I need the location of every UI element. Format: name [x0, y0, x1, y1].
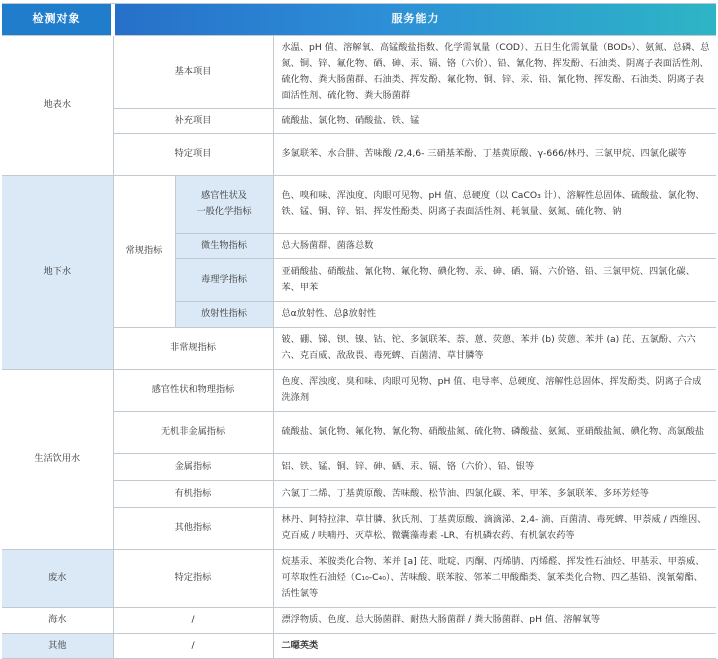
ability-cell: 铍、硼、锑、钡、镍、钴、铊、多氯联苯、萘、蒽、荧蒽、苯并 (b) 荧蒽、苯并 (a) 芘、五氯酚、六六六、克百威、敌敌畏、毒死蜱、百菌清、草甘膦等 — [273, 327, 716, 369]
category-line-1: 感官性状及 — [201, 190, 247, 201]
category-cell: / — [113, 607, 273, 633]
service-table-container — [2, 3, 716, 651]
header-service-ability: 服务能力 — [113, 4, 716, 35]
ability-cell: 硫酸盐、氯化物、氟化物、氰化物、硝酸盐氮、硫化物、磷酸盐、氨氮、亚硝酸盐氮、碘化物、高氯酸盐 — [273, 411, 716, 453]
ability-cell: 亚硝酸盐、硝酸盐、氰化物、氟化物、碘化物、汞、砷、硒、镉、六价铬、铅、三氯甲烷、四氯化碳、苯、甲苯 — [273, 258, 716, 301]
object-wastewater: 废水 — [2, 549, 113, 607]
table-row — [2, 549, 716, 607]
ability-cell: 六氯丁二烯、丁基黄原酸、苦味酸、松节油、四氯化碳、苯、甲苯、多氯联苯、多环芳烃等 — [273, 480, 716, 507]
category-cell: 非常规指标 — [113, 327, 273, 369]
header-detection-object: 检测对象 — [2, 4, 113, 35]
ability-cell: 水温、pH 值、溶解氧、高锰酸盐指数、化学需氧量（COD）、五日生化需氧量（BOD₅）、氨氮、总磷、总氮、铜、锌、氟化物、硒、砷、汞、镉、铬（六价）、铅、氰化物、挥发酚、石油类、阴离子表面活性剂、硫化物、粪大肠菌群、石油类、挥发酚、氟化物、铜、锌、汞、铅、氰化物、挥发酚、石油类、阴离子表面活性剂、硫化物、粪大肠菌群 — [273, 35, 716, 108]
category-cell: 其他指标 — [113, 507, 273, 549]
category-routine: 常规指标 — [113, 175, 175, 327]
ability-cell: 林丹、阿特拉津、草甘膦、狄氏剂、丁基黄原酸、滴滴涕、2,4- 滴、百菌清、毒死蜱、甲萘威 / 西维因、克百威 / 呋喃丹、灭草松、微囊藻毒素 -LR、有机磷农药、有机氯农药等 — [273, 507, 716, 549]
ability-cell: 硫酸盐、氯化物、硝酸盐、铁、锰 — [273, 108, 716, 133]
category-cell: 感官性状和物理指标 — [113, 369, 273, 411]
table-row — [2, 369, 716, 411]
object-drinking-water: 生活饮用水 — [2, 369, 113, 549]
category-cell — [175, 175, 273, 233]
category-cell: 补充项目 — [113, 108, 273, 133]
ability-cell: 二噁英类 — [273, 633, 716, 658]
ability-cell: 铝、铁、锰、铜、锌、砷、硒、汞、镉、铬（六价）、铅、银等 — [273, 453, 716, 480]
object-groundwater: 地下水 — [2, 175, 113, 369]
category-cell: / — [113, 633, 273, 658]
category-cell: 有机指标 — [113, 480, 273, 507]
category-cell: 无机非金属指标 — [113, 411, 273, 453]
category-cell: 放射性指标 — [175, 301, 273, 327]
category-line-2: 一般化学指标 — [196, 206, 252, 217]
ability-cell: 烷基汞、苯胺类化合物、苯并 [a] 芘、吡啶、丙酮、丙烯腈、丙烯醛、挥发性石油烃、甲基汞、甲萘威、可萃取性石油烃（C₁₀-C₄₀）、苦味酸、联苯胺、邻苯二甲酸酯类、氯苯类化合物、四乙基铅、溴氰菊酯、活性氯等 — [273, 549, 716, 607]
ability-cell: 多氯联苯、水合肼、苦味酸 /2,4,6- 三硝基苯酚、丁基黄原酸、γ-666/林丹、三氯甲烷、四氯化碳等 — [273, 133, 716, 175]
category-cell: 毒理学指标 — [175, 258, 273, 301]
object-other: 其他 — [2, 633, 113, 658]
service-capability-table — [2, 4, 716, 659]
ability-cell: 漂浮物质、色度、总大肠菌群、耐热大肠菌群 / 粪大肠菌群、pH 值、溶解氧等 — [273, 607, 716, 633]
category-cell: 特定项目 — [113, 133, 273, 175]
object-seawater: 海水 — [2, 607, 113, 633]
table-row — [2, 175, 716, 233]
table-header-row — [2, 4, 716, 35]
category-cell: 金属指标 — [113, 453, 273, 480]
category-cell: 基本项目 — [113, 35, 273, 108]
table-row — [2, 607, 716, 633]
ability-cell: 总α放射性、总β放射性 — [273, 301, 716, 327]
ability-cell: 总大肠菌群、菌落总数 — [273, 233, 716, 258]
ability-cell: 色度、浑浊度、臭和味、肉眼可见物、pH 值、电导率、总硬度、溶解性总固体、挥发酚类、阴离子合成洗涤剂 — [273, 369, 716, 411]
object-surface-water: 地表水 — [2, 35, 113, 175]
category-cell: 特定指标 — [113, 549, 273, 607]
table-row — [2, 35, 716, 108]
ability-cell: 色、嗅和味、浑浊度、肉眼可见物、pH 值、总硬度（以 CaCO₃ 计）、溶解性总固体、硫酸盐、氯化物、铁、锰、铜、锌、铝、挥发性酚类、阴离子表面活性剂、耗氧量、氨氮、硫化物、钠 — [273, 175, 716, 233]
table-row — [2, 633, 716, 658]
category-cell: 微生物指标 — [175, 233, 273, 258]
